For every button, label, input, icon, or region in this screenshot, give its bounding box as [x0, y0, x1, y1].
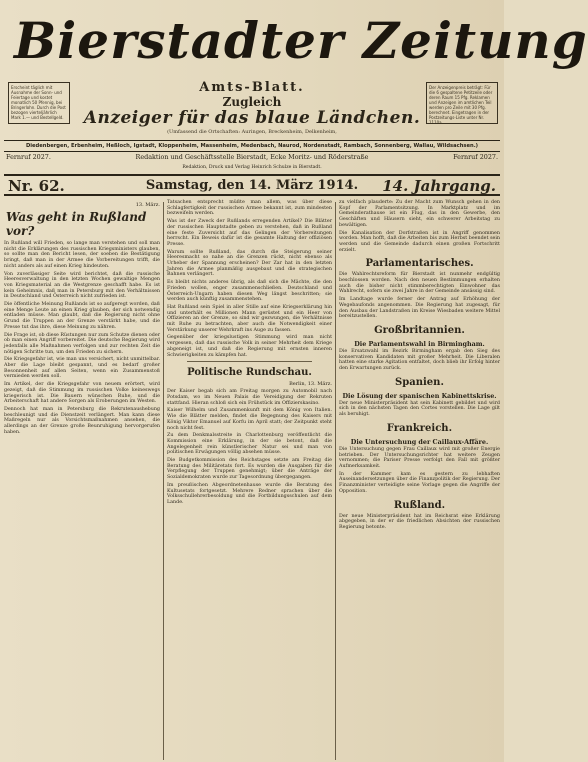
column-1	[4, 200, 160, 762]
article-paragraph: Die Ersatzwahl im Bezirk Birmingham ergab den Sieg des konservativen Kandidaten mit großer Mehrheit. Die Liberalen hatten eine starke Agitation entfaltet, doch blieb ihr Erfolg hinter den Erwartungen zurück.	[339, 348, 500, 372]
article-paragraph: Zu dem Denkmalsstreite in Charlottenburg veröffentlicht die Kommission eine Erklärung, in der sie betont, daß die Angelegenheit rein künstlerischer Natur sei und man von politischen Erwägungen völlig absehen müsse.	[167, 433, 332, 456]
places-bar: Diedenbergen, Erbenheim, Heßloch, Igstadt, Kloppenheim, Massenheim, Medenbach, Naurod, Nordenstadt, Rambach, Sonnenberg, Wallau, Wildsachsen.)	[4, 140, 500, 152]
article-paragraph: Die öffentliche Meinung Rußlands ist so aufgeregt worden, daß eine Menge Leute an einen Krieg glauben, der sich notwendig entladen müsse. Man glaubt, daß die Regierung nicht ohne Grund die Truppen an der Grenze verstärkt habe, und die Presse tut das ihre, diese Meinung zu nähren.	[4, 302, 160, 330]
issue-number: Nr. 62.	[8, 177, 65, 195]
article-paragraph: Tatsachen entsprecht müßte man allem, was über diese Schlagfertigkeit der russischen Armee bekannt ist, zum mindesten bezweifeln werden.	[167, 200, 332, 217]
article-paragraph: Im Artikel, der die Kriegsgefahr von neuem erörtert, wird gezeigt, daß die Stimmung im russischen Volke keineswegs kriegerisch ist. Die Bauern wünschen Ruhe, und die Arbeiterschaft hat andere Sorgen als Eroberungen im Westen.	[4, 382, 160, 405]
issue-bar	[4, 174, 500, 196]
article-paragraph: Die Wahlrechtsreform für Bierstadt ist nunmehr endgültig beschlossen worden. Nach den neuen Bestimmungen erhalten auch die bisher nicht stimmberechtigten Einwohner das Wahlrecht, sofern sie zwei Jahre in der Gemeinde ansässig sind.	[339, 272, 500, 295]
article-paragraph: Hat Rußland sein Spiel in aller Stille auf eine Kriegserklärung hin und unterhält es Millionen Mann gerüstet und ein Heer von Offizieren an der Grenze, so sind wir gezwungen, die Verhältnisse mit Ruhe zu betrachten, aber auch die Notwendigkeit einer Verstärkung unserer Wehrkraft ins Auge zu fassen.	[167, 304, 332, 333]
column-rule	[163, 202, 164, 760]
article-paragraph: Kaiser Wilhelm und Zusammenkunft mit dem König von Italien. Wie die Blätter melden, findet die Begegnung des Kaisers mit König Viktor Emanuel auf Korfu im April statt; der Zeitpunkt steht noch nicht fest.	[167, 408, 332, 431]
coverage-subline: (Umfassend die Ortschaften: Auringen, Breckenheim, Delkenheim,	[167, 129, 337, 135]
amtsblatt-label: Amts-Blatt.	[199, 80, 305, 95]
subheading: Die Untersuchung der Caillaux-Affäre.	[350, 437, 489, 446]
section-heading-frankreich: Frankreich.	[386, 422, 453, 434]
subheading: Die Parlamentswahl in Birmingham.	[354, 339, 485, 348]
article-paragraph: Der Kaiser begab sich am Freitag morgen zu Automobil nach Potsdam, wo im Neuen Palais die Vereidigung der Rekruten stattfand. Hieran schloß sich ein Frühstück im Offizierskasino.	[167, 389, 332, 406]
article-paragraph: In Rußland will Frieden, so lange man verstehen und soll man nicht die Erklärungen des russischen Kriegsministers glauben, so sollte man den Bericht lesen, der soeben die Bestätigung bringt, daß man in der Armee die Vorbereitungen trifft, die nicht anders als auf einen Krieg hindeuten.	[4, 241, 160, 269]
article-dateline: 13. März.	[135, 202, 160, 208]
article-paragraph: Warum sollte Rußland, das durch die Steigerung seiner Heeresmacht so nahe an die Grenzen rückt, nicht ebenso als Urheber der Spannung erscheinen? Der Zar hat in den letzten Jahren die Armee planmäßig ausgebaut und die strategischen Bahnen verlängert.	[167, 249, 332, 278]
editorial-info	[4, 153, 500, 173]
issue-date: Samstag, den 14. März 1914.	[145, 178, 359, 193]
section-heading-russland: Rußland.	[393, 499, 446, 511]
article-paragraph: Der neue Ministerpräsident hat im Reichsrat eine Erklärung abgegeben, in der er die friedlichen Absichten der russischen Regierung betonte.	[339, 513, 500, 530]
article-paragraph: Die Budgetkommission des Reichstages setzte am Freitag die Beratung des Militäretats fort. Es wurden die Ausgaben für die Verpflegung der Truppen genehmigt; über die Anträge der Sozialdemokraten wurde zur Tagesordnung übergegangen.	[167, 458, 332, 481]
column-rule	[335, 202, 336, 760]
article-paragraph: Die Kanalisation der Dorfstraßen ist in Angriff genommen worden. Man hofft, daß die Arbeiten bis zum Herbst beendet sein werden und die Gemeinde dadurch einen großen Fortschritt erzielt.	[339, 230, 500, 253]
section-heading-parlamentarisches: Parlamentarisches.	[365, 258, 474, 270]
zugleich-label: Zugleich	[222, 95, 282, 109]
article-paragraph: Es bleibt nichts anderes übrig, als daß sich die Mächte, die den Frieden wollen, enger zusammenschließen. Deutschland und Österreich-Ungarn haben diesen Weg längst beschritten; sie werden auch künftig zusammenstehen.	[167, 280, 332, 303]
article-paragraph: Der neue Ministerpräsident hat sein Kabinett gebildet und wird sich in den nächsten Tagen den Cortes vorstellen. Die Lage gilt als beruhigt.	[339, 400, 500, 418]
article-columns	[4, 200, 500, 762]
advertising-note: Der Anzeigenpreis beträgt: Für die 6 gespaltene Petitzeile oder deren Raum 15 Pfg. Reklamen und Anzeigen im amtlichen Teil werden pro Zeile mit 30 Pfg. berechnet. Eingetragen in der Postzeitungs-Liste unter Nr. 1110a.	[426, 82, 498, 124]
article-paragraph: Die Kriegsgefahr ist, wie man uns versichert, nicht unmittelbar. Aber die Lage bleibt gespannt, und es bedarf großer Besonnenheit auf allen Seiten, wenn ein Zusammenstoß vermieden werden soll.	[4, 357, 160, 380]
article-paragraph: Im preußischen Abgeordnetenhause wurde die Beratung des Kultusetats fortgesetzt. Mehrere Redner sprachen über die Volksschullehrerbesoldung und die Fortbildungsschulen auf dem Lande.	[167, 482, 332, 505]
article-paragraph: Im Landtage wurde ferner der Antrag auf Erhöhung der Wegebaufonds angenommen. Die Regierung hat zugesagt, für den Ausbau der Landstraßen im Kreise Wiesbaden weitere Mittel bereitzustellen.	[339, 297, 500, 320]
column-2	[167, 200, 332, 762]
article-paragraph: zu vielfach plauderte: Zu der Macht zum Wunsch gehen in den Kopf der Parlamentsitzung. In Marktplatz und im Gemeinderathause ist ein Flug, das in den Gewerbe, den Geschäften und Häusern sieht, ein schwerer Arbeitstag zu bewältigen.	[339, 200, 500, 228]
anzeiger-subtitle: Anzeiger für das blaue Ländchen.	[83, 108, 421, 128]
article-paragraph: Gegenüber der kriegslustigen Stimmung wird man nicht vergessen, daß das russische Volk in seiner Mehrheit dem Kriege abgeneigt ist, und daß die Regierung mit ernsten inneren Schwierigkeiten zu kämpfen hat.	[167, 335, 332, 358]
article-paragraph: In der Kammer kam es gestern zu lebhaften Auseinandersetzungen über die Finanzpolitik der Regierung. Der Finanzminister verteidigte seine Vorlage gegen die Angriffe der Opposition.	[339, 471, 500, 494]
article-paragraph: Von zuverlässiger Seite wird berichtet, daß die russische Heeresverwaltung in den letzten Wochen gewaltige Mengen von Kriegsmaterial an die Westgrenze geschafft habe. Es ist kein Geheimnis, daß man in Petersburg mit den Verhältnissen in Deutschland und Österreich nicht zufrieden ist.	[4, 271, 160, 300]
section-heading-spanien: Spanien.	[395, 376, 444, 388]
fernruf-left: Fernruf 2027.	[6, 153, 51, 161]
article-headline: Was geht in Rußland vor?	[6, 210, 147, 238]
article-paragraph: Dennoch hat man in Petersburg die Rekrutenaushebung beschleunigt und die Dienstzeit verlängert. Man kann diese Maßregeln nur als Vorsichtsmaßnahmen ansehen, die allerdings an der Grenze große Beunruhigung hervorgerufen haben.	[4, 406, 160, 435]
article-paragraph: Die Untersuchung gegen Frau Caillaux wird mit großer Energie betrieben. Der Untersuchungsrichter hat weitere Zeugen vernommen; die Pariser Presse verfolgt den Fall mit größter Aufmerksamkeit.	[339, 446, 500, 469]
fernruf-right: Fernruf 2027.	[453, 153, 498, 161]
article-paragraph: Was ist der Zweck der Rußlands erregenden Artikel? Die Blätter der russischen Hauptstadte geben zu verstehen, daß in Rußland eine feste Zuversicht auf das Gelingen der Vorbereitungen herrscht. Ein Beweis dafür ist die gesamte Haltung der offiziösen Presse.	[167, 219, 332, 247]
verlag-line: Redaktion, Druck und Verlag Heinrich Schulze in Bierstadt.	[182, 165, 322, 170]
subscription-note: Erscheint täglich mit Ausnahme der Sonn- und Feiertage und kostet monatlich 50 Pfennig, bei Bringerlohn. Durch die Post bezogen vierteljährlich Mark 1.— und Bestellgeld.	[8, 82, 70, 124]
section-heading-grossbritannien: Großbritannien.	[374, 324, 465, 336]
redaktion-address: Redaktion und Geschäftsstelle Bierstadt, Ecke Moritz- und Röderstraße	[135, 153, 369, 161]
newspaper-title: Bierstadter Zeitung	[14, 11, 588, 70]
section-dateline: Berlin, 13. März.	[289, 381, 332, 388]
section-divider	[187, 361, 312, 362]
article-paragraph: Die Frage ist, ob diese Rüstungen nur zum Schutze dienen oder ob man einen Angriff vorbereitet. Die deutsche Regierung wird jedenfalls alle Maßnahmen verfolgen und zur rechten Zeit die nötigen Schritte tun, um den Frieden zu sichern.	[4, 332, 160, 355]
subheading: Die Lösung der spanischen Kabinettskrise.	[342, 391, 497, 400]
section-heading-politische-rundschau: Politische Rundschau.	[187, 367, 312, 379]
issue-jahrgang: 14. Jahrgang.	[382, 177, 496, 195]
masthead	[0, 0, 588, 140]
column-3	[339, 200, 500, 762]
